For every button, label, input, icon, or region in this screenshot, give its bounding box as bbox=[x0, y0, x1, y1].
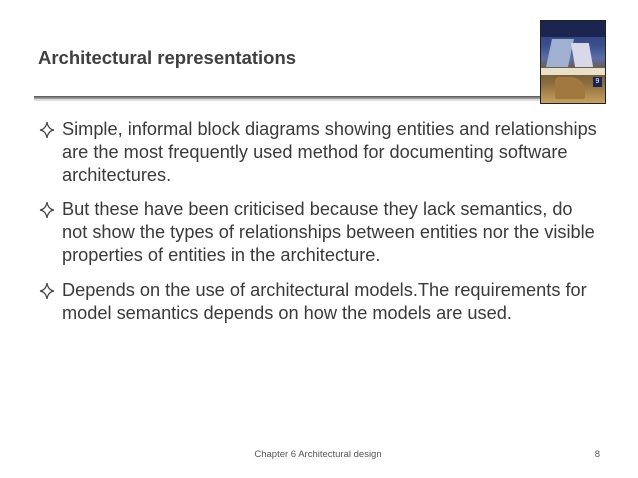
title-divider-shadow bbox=[34, 99, 540, 101]
book-cover-image bbox=[540, 20, 606, 104]
four-point-star-icon bbox=[38, 198, 58, 220]
bullet-text: Depends on the use of architectural models.The requirements for model semantics depends on how the models are used. bbox=[62, 279, 587, 323]
cover-sculpture-shape bbox=[555, 77, 585, 99]
four-point-star-icon bbox=[38, 118, 58, 140]
slide-title: Architectural representations bbox=[38, 47, 297, 68]
footer-chapter-label: Chapter 6 Architectural design bbox=[254, 449, 382, 460]
bullet-list bbox=[38, 118, 598, 336]
cover-edition-badge: 9 bbox=[593, 77, 602, 87]
page-number: 8 bbox=[594, 449, 600, 460]
bullet-item bbox=[38, 279, 598, 325]
cover-building-shape bbox=[546, 39, 574, 67]
bullet-item bbox=[38, 198, 598, 266]
bullet-item bbox=[38, 118, 598, 186]
cover-top-band bbox=[541, 21, 605, 37]
cover-building-shape bbox=[571, 43, 593, 67]
slide-footer bbox=[0, 449, 638, 460]
cover-title-band bbox=[541, 68, 605, 75]
bullet-text: But these have been criticised because they lack semantics, do not show the types of relationships between entities nor the visible properties of entities in the architecture. bbox=[62, 199, 595, 265]
bullet-text: Simple, informal block diagrams showing entities and relationships are the most frequently used method for documenting software architectures. bbox=[62, 119, 597, 185]
four-point-star-icon bbox=[38, 279, 58, 301]
